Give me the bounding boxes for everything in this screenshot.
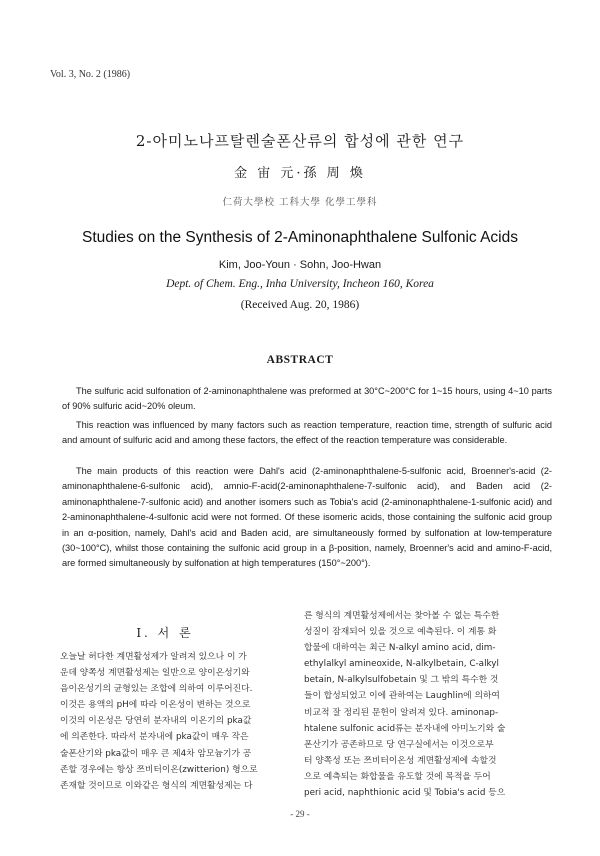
body-line: 합물에 대하여는 최근 N-alkyl amino acid, dim-	[304, 643, 496, 654]
page-number: - 29 -	[290, 809, 310, 819]
body-line: 술폰산기와 pka값이 매우 큰 제4차 암모늄기가 공	[60, 748, 252, 759]
body-line: betain, N-alkylsulfobetain 및 그 밖의 특수한 것	[304, 675, 499, 686]
body-line: 존재할 것이므로 이와같은 형식의 계면활성제는 다	[60, 780, 253, 791]
body-line: 른 형식의 계면활성제에서는 찾아볼 수 없는 특수한	[304, 611, 500, 621]
body-line: ethylalkyl amineoxide, N-alkylbetain, C-alkyl	[304, 659, 499, 670]
body-line: 이것의 이온성은 당연히 분자내의 이온기의 pka값	[60, 716, 252, 727]
body-line: 에 의존한다. 따라서 분자내에 pka값이 매우 작은	[60, 732, 249, 743]
korean-affiliation: 仁荷大學校 工科大學 化學工學科	[222, 197, 378, 208]
english-affiliation: Dept. of Chem. Eng., Inha University, Incheon 160, Korea	[166, 278, 434, 290]
body-line: htalene sulfonic acid류는 분자내에 아미노기와 술	[304, 723, 506, 734]
abstract-paragraph: The main products of this reaction were Dahl's acid (2-aminonaphthalene-5-sulfonic acid, Broenner's-acid (2-aminonaphthalene-6-sulfonic acid), amnio-F-acid(2-aminonaphthalene-7-sulfonic acid), and Baden acid (2-aminonaphthalene-7-sulfonic acid) and another isomers such as Tobia's acid (2-aminonaphthalene-1-sulfonic acid) and 2-aminonaphthalene-4-sulfonic acid were not formed. Of these isomeric acids, those containing the sulfonic acid group in an α-position, namely, Dahl's acid and Baden acid, are simultaneously formed by sulfonation at low-temperature (30~100°C), whilst those containing the sulfonic acid group in a β-position, namely, Broenner's acid and amino-F-acid, are formed simultaneously by sulfonation at high temperatures (150°~200°).	[62, 466, 552, 569]
section-heading: I. 서 론	[136, 626, 194, 640]
english-authors: Kim, Joo-Youn · Sohn, Joo-Hwan	[218, 259, 382, 271]
body-line: 존할 경우에는 항상 쯔비터이온(zwitterion) 형으로	[60, 764, 258, 775]
abstract-paragraph: The sulfuric acid sulfonation of 2-aminonaphthalene was preformed at 30°C~200°C for 1~15 hours, using 4~10 parts of 90% sulfuric acid~20% oleum.	[62, 386, 552, 412]
body-line: 이것은 용액의 pH에 따라 이온성이 변하는 것으로	[60, 700, 251, 711]
korean-authors: 金 宙 元·孫 周 煥	[234, 166, 366, 181]
body-line: 으로 예측되는 화합물을 유도할 것에 목적을 두어	[304, 771, 491, 782]
body-line: 폰산기가 공존하므로 당 연구실에서는 이것으로부	[304, 739, 494, 750]
body-line: 비교적 잘 정리된 문헌이 알려져 있다. aminonap-	[304, 707, 499, 718]
english-title: Studies on the Synthesis of 2-Aminonaphthalene Sulfonic Acids	[82, 229, 518, 246]
korean-title: 2-아미노나프탈렌술폰산류의 합성에 관한 연구	[135, 132, 465, 150]
received-date: (Received Aug. 20, 1986)	[240, 299, 360, 311]
body-line: 터 양쪽성 또는 쯔비터이온성 계면활성제에 속할것	[304, 755, 497, 766]
body-line: peri acid, naphthionic acid 및 Tobia's acid 등으	[304, 788, 506, 799]
body-line: 성질이 잠재되어 있을 것으로 예측된다. 이 계통 화	[304, 627, 497, 638]
body-line: 들이 합성되었고 이에 관하여는 Laughlin에 의하여	[304, 691, 500, 702]
body-line: 음이온성기의 균형있는 조합에 의하여 이루어진다.	[60, 684, 253, 695]
body-line: 오늘날 허다한 계면활성제가 알려져 있으나 이 가	[60, 652, 247, 662]
body-right-column	[304, 608, 544, 801]
body-line: 운데 양쪽성 계면활성제는 일반으로 양이온성기와	[60, 668, 250, 679]
journal-reference: Vol. 3, No. 2 (1986)	[50, 69, 131, 80]
abstract-heading: ABSTRACT	[266, 354, 334, 366]
body-left-column	[60, 649, 300, 794]
abstract-paragraph: This reaction was influenced by many factors such as reaction temperature, reaction time, strength of sulfuric acid and amount of sulfuric acid and among these factors, the effect of the reaction temperature was considerable.	[62, 420, 552, 446]
